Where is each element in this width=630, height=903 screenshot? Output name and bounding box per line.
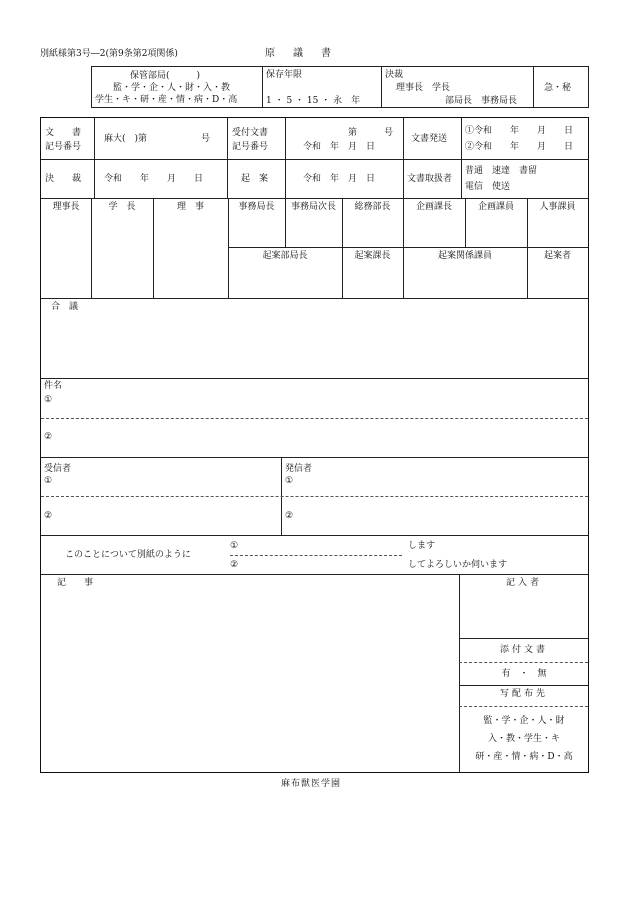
urgent-secret-mark: 急・秘 — [544, 83, 572, 93]
handling-label: 文書取扱者 — [407, 174, 453, 184]
approval-line-1: 理事長 学長 — [396, 83, 451, 93]
approval-label: 決裁 — [385, 70, 404, 80]
sig-drafting-dept-head: 起案部局長 — [262, 251, 308, 261]
subject-item-2[interactable]: ② — [44, 432, 53, 442]
institution-name: 麻布獣医学園 — [281, 779, 342, 789]
sig-personnel-staff: 人事課員 — [539, 202, 576, 212]
doc-number-label-1: 文 書 — [45, 128, 82, 138]
attachment-yes-no[interactable]: 有 ・ 無 — [501, 669, 547, 679]
attachment-label: 添付文書 — [499, 645, 548, 655]
approval-date-label: 決 裁 — [45, 174, 82, 184]
distribution-line-2[interactable]: 入・教・学生・キ — [487, 734, 560, 744]
sender-2[interactable]: ② — [285, 511, 294, 521]
sig-planning-chief: 企画課長 — [415, 202, 452, 212]
approval-line-2: 部局長 事務局長 — [445, 96, 518, 106]
sig-director: 理 事 — [176, 202, 204, 212]
retention-label: 保存年限 — [266, 70, 303, 80]
retention-options: 1 ・ 5 ・ 15 ・ 永 年 — [266, 96, 361, 106]
sender-label: 発信者 — [285, 464, 313, 474]
draft-label: 起 案 — [241, 174, 269, 184]
received-doc-label-1: 受付文書 — [232, 128, 269, 138]
distribution-line-3[interactable]: 研・産・情・病・D・高 — [475, 752, 573, 762]
dispatch-date-1[interactable]: ①令和 年 月 日 — [465, 126, 574, 136]
subject-label: 件名 — [44, 381, 63, 391]
sender-1[interactable]: ① — [285, 476, 294, 486]
handling-options-2[interactable]: 電信 使送 — [465, 182, 511, 192]
recipient-2[interactable]: ② — [44, 511, 53, 521]
sig-planning-staff: 企画課員 — [477, 202, 514, 212]
consultation-label: 合 議 — [51, 302, 79, 312]
recipient-1[interactable]: ① — [44, 476, 53, 486]
doc-number-field[interactable]: 麻大( )第 号 — [104, 134, 211, 144]
entrant-label: 記入者 — [505, 578, 542, 588]
subject-item-1[interactable]: ① — [44, 395, 53, 405]
handling-options-1[interactable]: 普通 速達 書留 — [465, 166, 538, 176]
page-title: 原議書 — [265, 48, 349, 59]
sig-secretary-general: 事務局長 — [238, 202, 275, 212]
received-doc-number-field[interactable]: 第 号 — [348, 128, 394, 138]
custody-dept-options-1: 監・学・企・人・財・入・教 — [113, 83, 231, 93]
received-doc-label-2: 記号番号 — [232, 142, 269, 152]
statement-lead: このことについて別紙のように — [65, 550, 191, 560]
statement-end-1: します — [408, 541, 436, 551]
statement-option-2[interactable]: ② — [230, 560, 239, 570]
statement-option-1[interactable]: ① — [230, 541, 239, 551]
doc-number-label-2: 記号番号 — [45, 142, 82, 152]
sig-general-affairs-director: 総務部長 — [354, 202, 391, 212]
article-label: 記 事 — [57, 578, 94, 588]
sig-president: 学 長 — [108, 202, 136, 212]
received-doc-date-field[interactable]: 令和 年 月 日 — [303, 142, 376, 152]
sig-drafter: 起案者 — [543, 251, 571, 261]
sig-drafting-section-chief: 起案課長 — [354, 251, 391, 261]
distribution-line-1[interactable]: 監・学・企・人・財 — [483, 716, 565, 726]
dispatch-label: 文書発送 — [411, 134, 448, 144]
dispatch-date-2[interactable]: ②令和 年 月 日 — [465, 142, 574, 152]
sig-drafting-related-staff: 起案関係課員 — [437, 251, 492, 261]
statement-end-2: してよろしいか伺います — [408, 560, 508, 570]
sig-chairman: 理事長 — [52, 202, 80, 212]
form-number: 別紙様第3号―2(第9条第2項関係) — [40, 49, 178, 59]
approval-date-field[interactable]: 令和 年 月 日 — [104, 174, 204, 184]
recipient-label: 受信者 — [44, 464, 72, 474]
distribution-label: 写配布先 — [499, 689, 548, 699]
sig-deputy-secretary: 事務局次長 — [290, 202, 336, 212]
custody-dept-label: 保管部局( ) — [130, 71, 201, 81]
draft-date-field[interactable]: 令和 年 月 日 — [303, 174, 376, 184]
custody-dept-options-2: 学生・キ・研・産・情・病・D・高 — [95, 95, 238, 105]
